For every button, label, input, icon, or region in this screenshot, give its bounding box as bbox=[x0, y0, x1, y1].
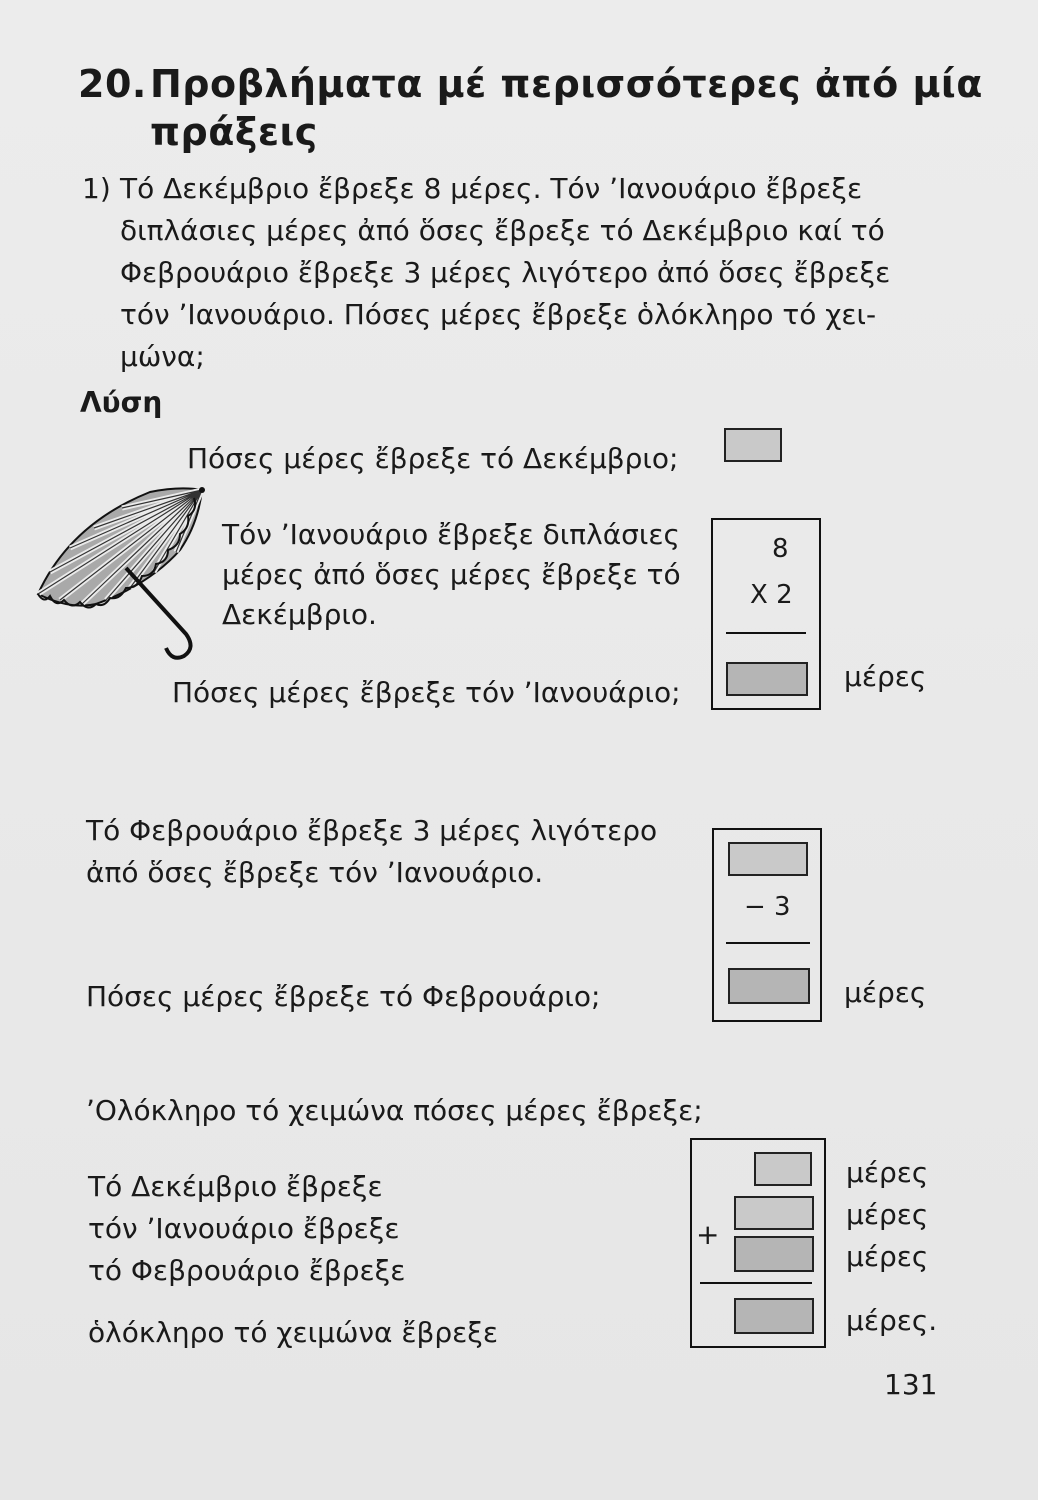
step1-answer-box[interactable] bbox=[724, 428, 782, 462]
step4-december-box[interactable] bbox=[754, 1152, 812, 1186]
step3-minuend-box[interactable] bbox=[728, 842, 808, 876]
section-title-line1: Προβλήματα μέ περισσότερες ἀπό μία bbox=[150, 62, 983, 106]
step3-rule bbox=[726, 942, 810, 944]
step4-february-box[interactable] bbox=[734, 1236, 814, 1272]
section-title-line2: πράξεις bbox=[150, 110, 318, 154]
umbrella-icon bbox=[30, 484, 210, 670]
step2-unit: μέρες bbox=[844, 660, 927, 693]
problem-line-4: τόν ʼΙανουάριο. Πόσες μέρες ἔβρεξε ὁλόκληρο τό χει- bbox=[120, 298, 877, 331]
solution-label: Λύση bbox=[80, 386, 163, 419]
step2-operand: 8 bbox=[772, 534, 789, 564]
section-number: 20. bbox=[78, 62, 147, 106]
step4-question: ʼΟλόκληρο τό χειμώνα πόσες μέρες ἔβρεξε; bbox=[86, 1094, 703, 1127]
step4-operator: + bbox=[696, 1218, 720, 1251]
step4-unit-1: μέρες bbox=[846, 1156, 929, 1189]
problem-line-1: Τό Δεκέμβριο ἔβρεξε 8 μέρες. Τόν ʼΙανουάριο ἔβρεξε bbox=[120, 172, 863, 205]
problem-line-3: Φεβρουάριο ἔβρεξε 3 μέρες λιγότερο ἀπό ὅσες ἔβρεξε bbox=[120, 256, 891, 289]
step2-line-1: Τόν ʼΙανουάριο ἔβρεξε διπλάσιες bbox=[222, 518, 680, 551]
problem-number: 1) bbox=[82, 172, 111, 205]
step4-row-january: τόν ʼΙανουάριο ἔβρεξε bbox=[88, 1212, 400, 1245]
step2-rule bbox=[726, 632, 806, 634]
step4-total-label: ὁλόκληρο τό χειμώνα ἔβρεξε bbox=[88, 1316, 499, 1349]
step4-unit-2: μέρες bbox=[846, 1198, 929, 1231]
step3-question: Πόσες μέρες ἔβρεξε τό Φεβρουάριο; bbox=[86, 980, 601, 1013]
step2-question: Πόσες μέρες ἔβρεξε τόν ʼΙανουάριο; bbox=[172, 676, 681, 709]
problem-line-2: διπλάσιες μέρες ἀπό ὅσες ἔβρεξε τό Δεκέμβριο καί τό bbox=[120, 214, 885, 247]
step3-answer-box[interactable] bbox=[728, 968, 810, 1004]
step4-rule bbox=[700, 1282, 812, 1284]
problem-line-5: μώνα; bbox=[120, 340, 205, 373]
step4-total-box[interactable] bbox=[734, 1298, 814, 1334]
step4-january-box[interactable] bbox=[734, 1196, 814, 1230]
step4-row-december: Τό Δεκέμβριο ἔβρεξε bbox=[88, 1170, 383, 1203]
step3-unit: μέρες bbox=[844, 976, 927, 1009]
step2-answer-box[interactable] bbox=[726, 662, 808, 696]
step2-operator: X 2 bbox=[750, 580, 793, 610]
step4-row-february: τό Φεβρουάριο ἔβρεξε bbox=[88, 1254, 406, 1287]
step2-line-2: μέρες ἀπό ὅσες μέρες ἔβρεξε τό bbox=[222, 558, 681, 591]
page-number: 131 bbox=[884, 1368, 938, 1401]
step1-question: Πόσες μέρες ἔβρεξε τό Δεκέμβριο; bbox=[187, 442, 679, 475]
step4-unit-total: μέρες. bbox=[846, 1304, 938, 1337]
step3-line-1: Τό Φεβρουάριο ἔβρεξε 3 μέρες λιγότερο bbox=[86, 814, 658, 847]
step2-line-3: Δεκέμβριο. bbox=[222, 598, 377, 631]
step4-unit-3: μέρες bbox=[846, 1240, 929, 1273]
step3-operator: − 3 bbox=[744, 892, 791, 922]
step3-line-2: ἀπό ὅσες ἔβρεξε τόν ʼΙανουάριο. bbox=[86, 856, 544, 889]
